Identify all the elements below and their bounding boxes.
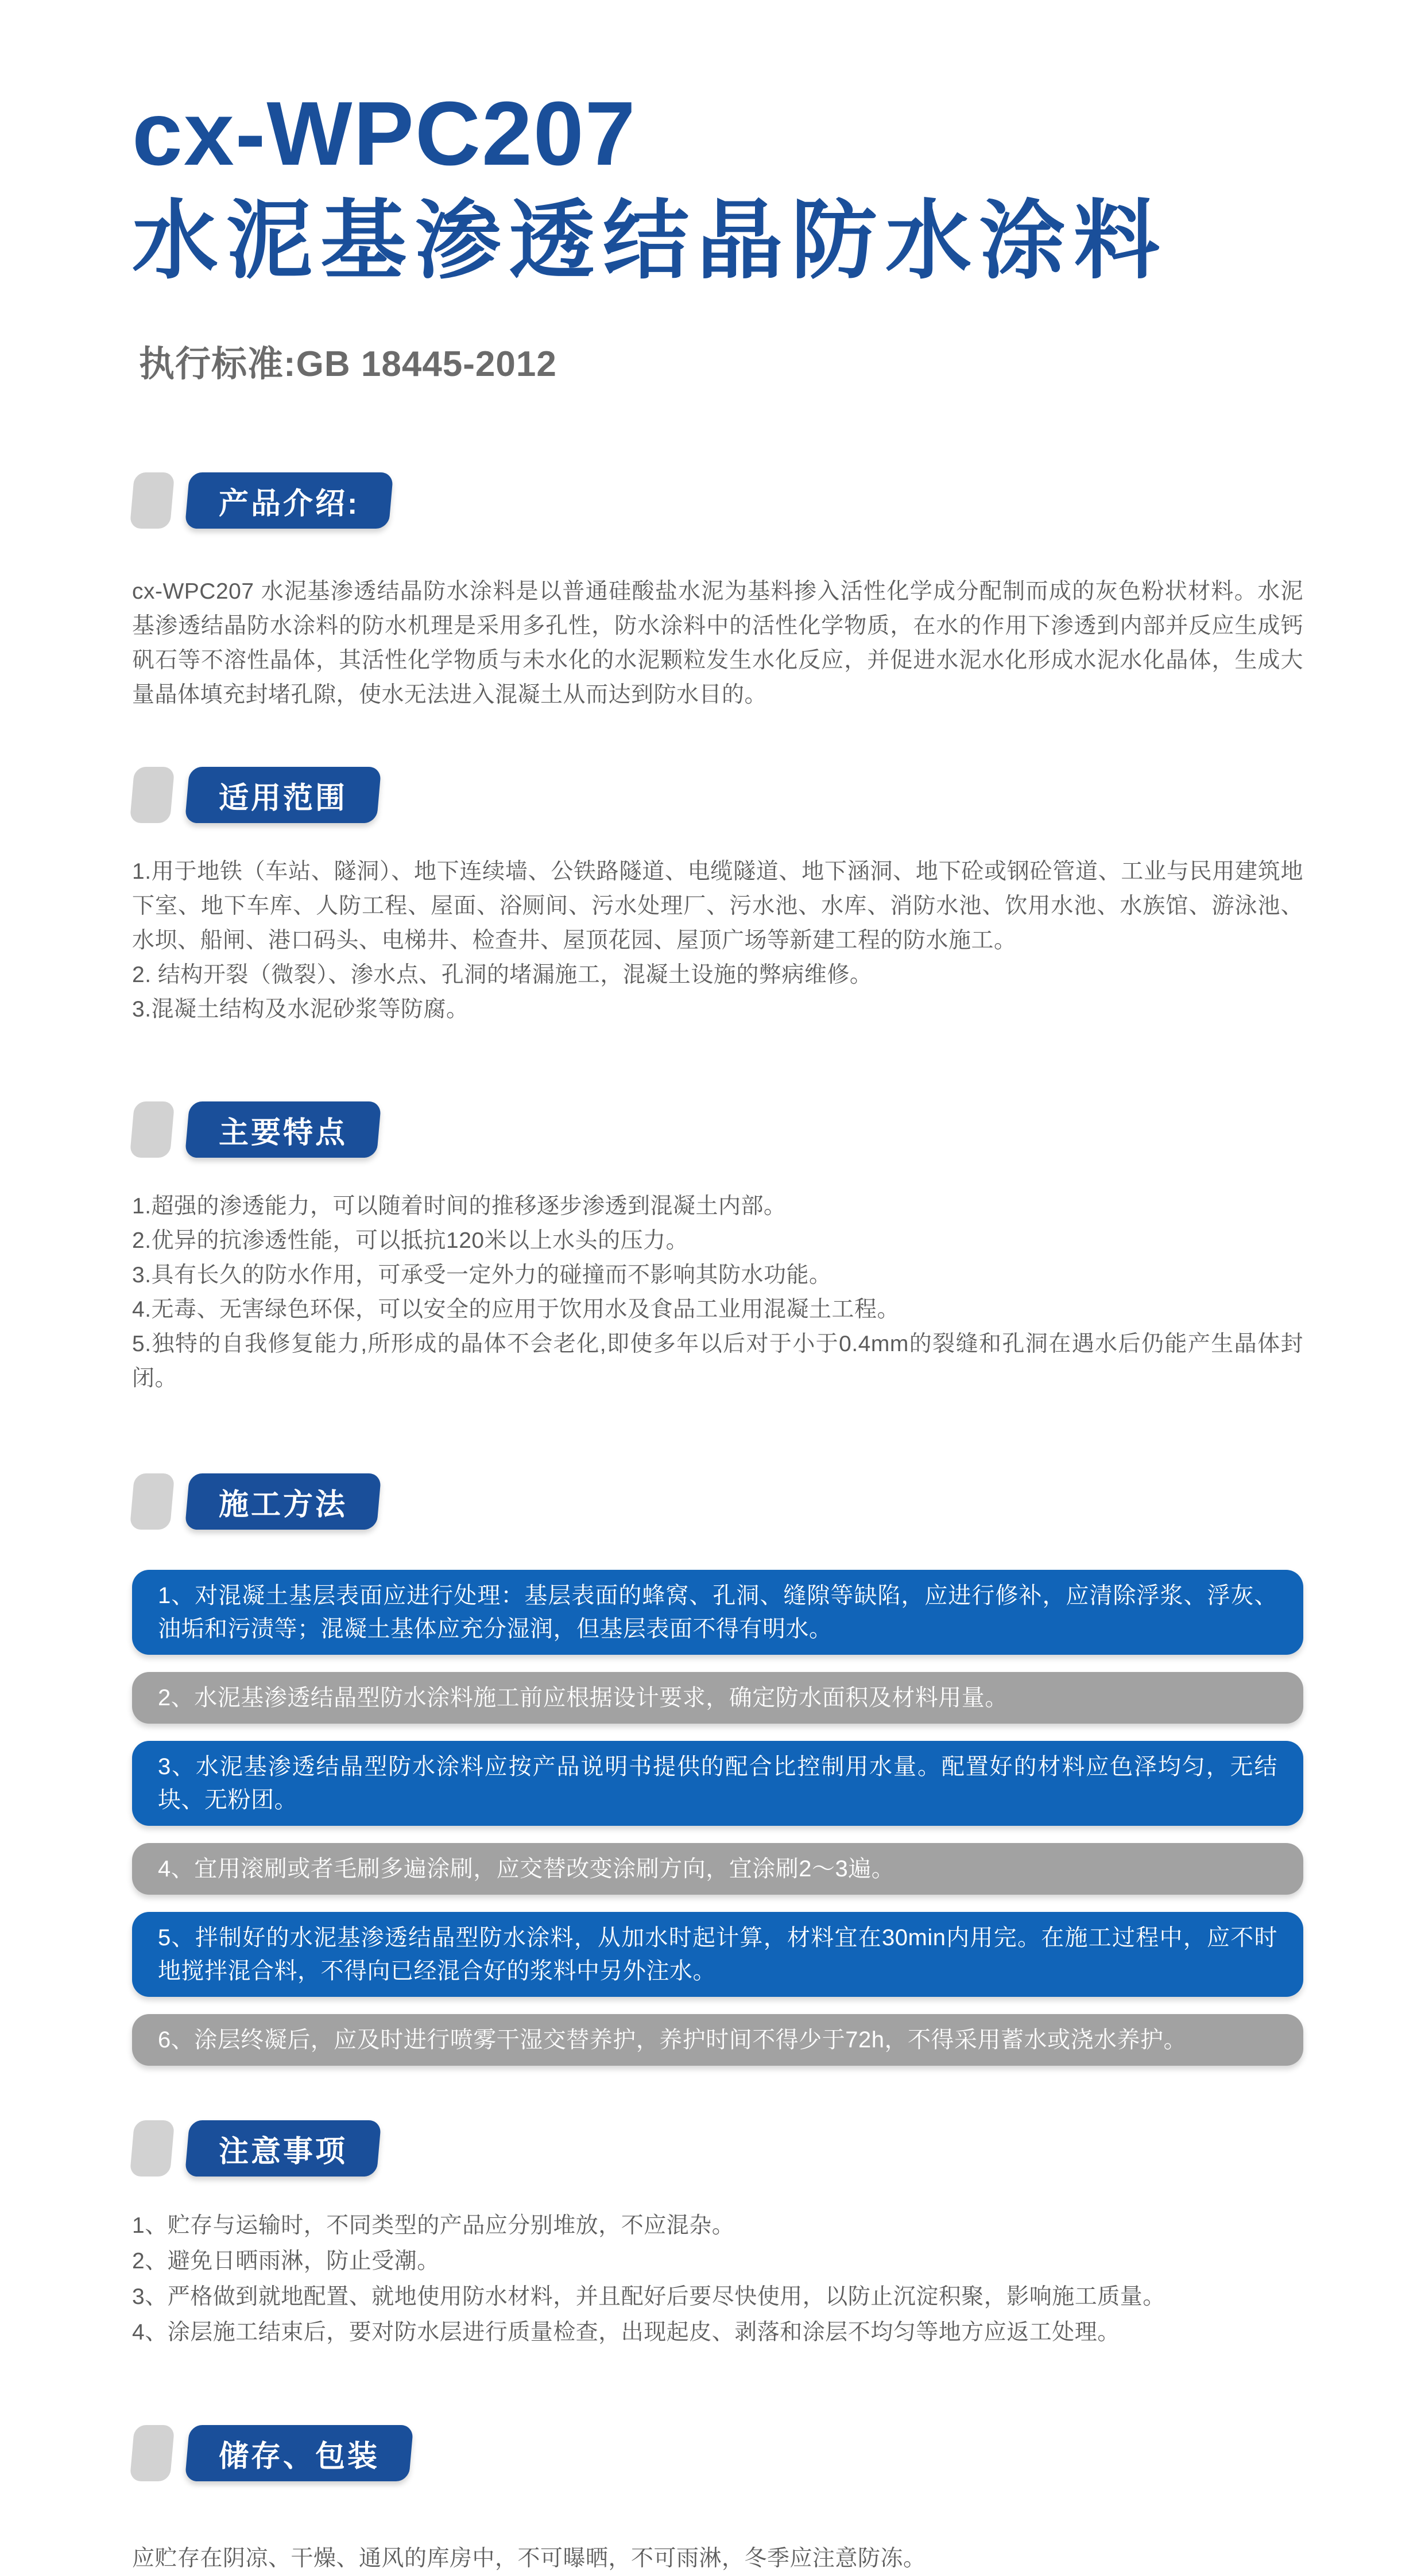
product-name-title: 水泥基渗透结晶防水涂料 (132, 192, 1168, 289)
section-marker-tile (130, 1473, 175, 1530)
feature-item: 2.优异的抗渗透性能，可以抵抗120米以上水头的压力。 (132, 1228, 689, 1253)
section-title-badge (185, 2120, 382, 2177)
scope-item: 2. 结构开裂（微裂）、渗水点、孔洞的堵漏施工，混凝土设施的弊病维修。 (132, 962, 873, 987)
section-marker-tile (130, 2120, 175, 2177)
section-header-method (132, 1473, 1303, 1530)
feature-item: 4.无毒、无害绿色环保，可以安全的应用于饮用水及食品工业用混凝土工程。 (132, 1297, 900, 1322)
section-title-badge (185, 1101, 382, 1158)
section-marker-tile (130, 1101, 175, 1158)
product-model-title: cx-WPC207 (132, 83, 637, 184)
section-title-scope: 适用范围 (219, 781, 348, 815)
feature-item: 1.超强的渗透能力，可以随着时间的推移逐步渗透到混凝土内部。 (132, 1193, 787, 1219)
section-title-badge (185, 472, 394, 529)
execution-standard: 执行标准:GB 18445-2012 (139, 344, 557, 384)
feature-item: 3.具有长久的防水作用，可承受一定外力的碰撞而不影响其防水功能。 (132, 1262, 832, 1287)
section-title-badge (185, 2425, 414, 2481)
section-title-intro: 产品介绍: (219, 487, 360, 521)
note-item: 1、贮存与运输时，不同类型的产品应分别堆放，不应混杂。 (132, 2213, 735, 2238)
section-header-storage (132, 2425, 1303, 2481)
storage-paragraph: 应贮存在阴凉、干燥、通风的库房中，不可曝晒，不可雨淋，冬季应注意防冻。 (132, 2546, 926, 2571)
note-item: 2、避免日晒雨淋，防止受潮。 (132, 2248, 440, 2274)
section-header-scope (132, 767, 1303, 823)
section-marker-tile (130, 472, 175, 529)
scope-item: 1.用于地铁（车站、隧洞）、地下连续墙、公铁路隧道、电缆隧道、地下涵洞、地下砼或钢砼管道、工业与民用建筑地下室、地下车库、人防工程、屋面、浴厕间、污水处理厂、污水池、水库、消防水池、饮用水池、水族馆、游泳池、水坝、船闸、港口码头、电梯井、检查井、屋顶花园、屋顶广场等新建工程的防水施工。 (132, 859, 1303, 953)
method-step-3: 3、水泥基渗透结晶型防水涂料应按产品说明书提供的配合比控制用水量。配置好的材料应色泽均匀，无结块、无粉团。 (132, 1741, 1303, 1826)
section-title-notes: 注意事项 (219, 2135, 348, 2168)
scope-list (132, 855, 1303, 1027)
section-header-intro (132, 472, 1303, 529)
feature-item: 5.独特的自我修复能力,所形成的晶体不会老化,即使多年以后对于小于0.4mm的裂缝和孔洞在遇水后仍能产生晶体封闭。 (132, 1331, 1303, 1391)
scope-item: 3.混凝土结构及水泥砂浆等防腐。 (132, 996, 469, 1022)
method-step-5: 5、拌制好的水泥基渗透结晶型防水涂料，从加水时起计算，材料宜在30min内用完。在施工过程中，应不时地搅拌混合料，不得向已经混合好的浆料中另外注水。 (132, 1912, 1303, 1997)
section-header-features (132, 1101, 1303, 1158)
method-step-2: 2、水泥基渗透结晶型防水涂料施工前应根据设计要求，确定防水面积及材料用量。 (132, 1672, 1303, 1724)
method-step-6: 6、涂层终凝后，应及时进行喷雾干湿交替养护，养护时间不得少于72h，不得采用蓄水或浇水养护。 (132, 2014, 1303, 2066)
features-list (132, 1189, 1303, 1396)
intro-paragraph: cx-WPC207 水泥基渗透结晶防水涂料是以普通硅酸盐水泥为基料掺入活性化学成分配制而成的灰色粉状材料。水泥基渗透结晶防水涂料的防水机理是采用多孔性，防水涂料中的活性化学物质，在水的作用下渗透到内部并反应生成钙矾石等不溶性晶体，其活性化学物质与未水化的水泥颗粒发生水化反应，并促进水泥水化形成水泥水化晶体，生成大量晶体填充封堵孔隙，使水无法进入混凝土从而达到防水目的。 (132, 579, 1303, 707)
section-title-badge (185, 767, 382, 823)
section-title-badge (185, 1473, 382, 1530)
section-title-features: 主要特点 (219, 1116, 348, 1150)
section-header-notes (132, 2120, 1303, 2177)
section-title-storage: 储存、包装 (219, 2439, 380, 2473)
method-step-4: 4、宜用滚刷或者毛刷多遍涂刷，应交替改变涂刷方向，宜涂刷2～3遍。 (132, 1843, 1303, 1895)
section-marker-tile (130, 2425, 175, 2481)
method-steps (132, 1570, 1303, 2066)
note-item: 3、严格做到就地配置、就地使用防水材料，并且配好后要尽快使用，以防止沉淀积聚，影响施工质量。 (132, 2284, 1165, 2309)
section-title-method: 施工方法 (219, 1488, 348, 1522)
notes-list (132, 2208, 1303, 2350)
section-marker-tile (130, 767, 175, 823)
note-item: 4、涂层施工结束后，要对防水层进行质量检查，出现起皮、剥落和涂层不均匀等地方应返工处理。 (132, 2319, 1120, 2345)
method-step-1: 1、对混凝土基层表面应进行处理：基层表面的蜂窝、孔洞、缝隙等缺陷，应进行修补，应清除浮浆、浮灰、油垢和污渍等；混凝土基体应充分湿润，但基层表面不得有明水。 (132, 1570, 1303, 1655)
